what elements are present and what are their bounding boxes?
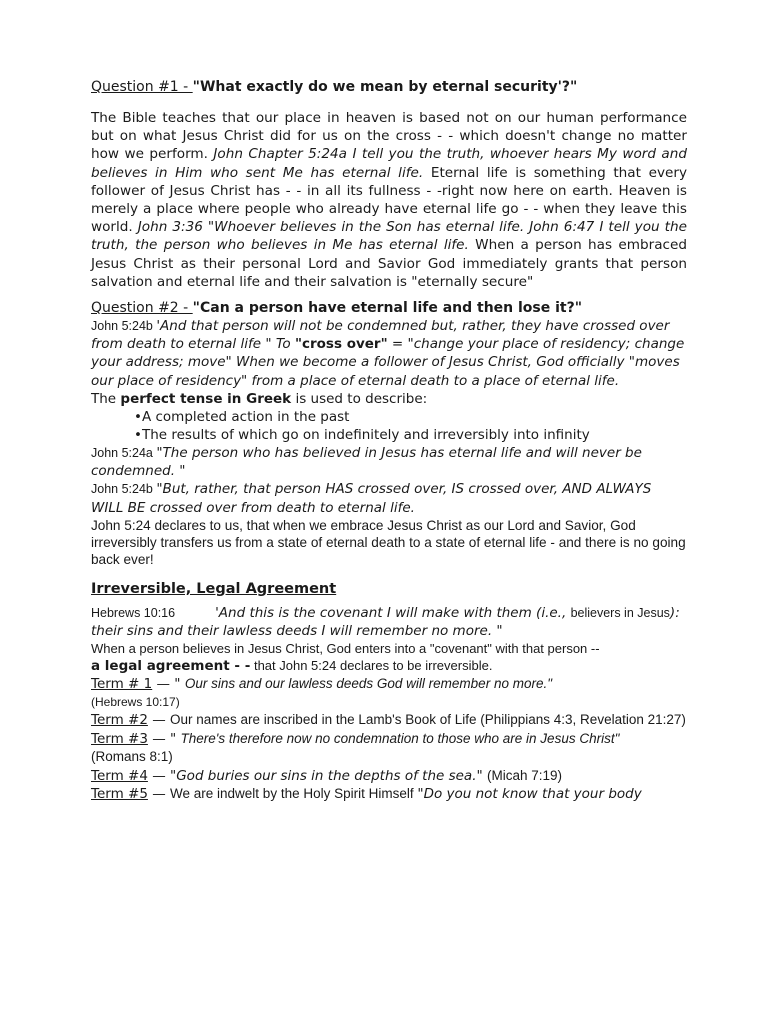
question-2-heading xyxy=(91,299,687,317)
perfect-tense-term: perfect tense in Greek xyxy=(120,390,292,407)
list-item: •The results of which go on indefinitely and irreversibly into infinity xyxy=(134,427,590,444)
term-text: There's therefore now no condemnation to those who are in Jesus Christ" xyxy=(180,730,620,746)
term-label: Term #4 xyxy=(91,767,148,784)
term-label: Term #5 xyxy=(91,786,148,803)
tense-pre: The xyxy=(91,390,121,407)
term-2 xyxy=(91,711,687,730)
term-text: "God buries our sins in the depths of the sea." xyxy=(170,767,483,784)
term-dash: — xyxy=(147,712,171,729)
term-label: Term # 1 xyxy=(91,676,153,693)
term-text: Our names are inscribed in the Lamb's Book of Life (Philippians 4:3, Revelation 21:27) xyxy=(170,712,686,728)
term-text: We are indwelt by the Holy Spirit Himself xyxy=(170,786,418,802)
term-ref: (Micah 7:19) xyxy=(487,767,563,783)
term-label: Term #2 xyxy=(91,712,148,729)
term-5 xyxy=(91,785,687,804)
cross-over-definition: = "change your place of residency; change your address; move" When we become a follower of Jesus Christ, God officially "moves our place of residency" from a place of eternal death to a place of eternal life. xyxy=(91,336,685,389)
tense-post: is used to describe: xyxy=(291,390,428,407)
covenant-text-1: When a person believes in Jesus Christ, God enters into a "covenant" with that person -- xyxy=(91,641,600,657)
scripture-john-5-24a: John Chapter 5:24a I tell you the truth, whoever hears My word and believes in Him who sent Me has eternal life. xyxy=(91,146,687,181)
covenant-paragraph xyxy=(91,640,687,675)
covenant-text-2: that John 5:24 declares to be irreversible. xyxy=(250,658,493,674)
term-label: Term #3 xyxy=(91,730,148,747)
quote-john-5-24a: "The person who has believed in Jesus has eternal life and will never be condemned. " xyxy=(91,445,642,480)
term-4 xyxy=(91,767,687,786)
scripture-john-3-36: John 3:36 "Whoever believes in the Son has eternal life. John 6:47 I tell you the truth, the person who believes in Me has eternal life. xyxy=(91,219,687,254)
cross-over-term: "cross over" xyxy=(294,336,388,353)
john-5-24b-line xyxy=(91,480,687,516)
john-5-24a-line xyxy=(91,444,687,480)
legal-agreement-term: a legal agreement - - xyxy=(91,658,251,675)
ref-john-5-24b: John 5:24b xyxy=(91,319,157,334)
answer-text-2: Eternal life is something that every follower of Jesus Christ has - - in all its fullness - -right now here on earth. Heaven is merely a place where people who already have eternal life go - - when they leave this world. xyxy=(91,164,688,236)
declaration-paragraph: John 5:24 declares to us, that when we embrace Jesus Christ as our Lord and Savior, God irreversibly transfers us from a state of eternal death to a state of eternal life - and there is no going back ever! xyxy=(91,517,686,567)
question-2-label: Question #2 - xyxy=(91,300,193,317)
document-page xyxy=(91,78,687,804)
term-dash: — " xyxy=(152,676,185,693)
quote-hebrews-part-1: 'And this is the covenant I will make with them (i.e., xyxy=(215,604,571,621)
term-ref: "Do you not know that your body xyxy=(417,786,642,803)
believers-in-jesus: believers in Jesus xyxy=(570,605,670,620)
perfect-tense-line xyxy=(91,390,687,408)
question-1-title: "What exactly do we mean by eternal security'?" xyxy=(192,79,578,95)
list-item: •A completed action in the past xyxy=(134,409,350,426)
ref-john-5-24a: John 5:24a xyxy=(91,446,157,461)
question-2-answer xyxy=(91,317,687,390)
answer-text-1: The Bible teaches that our place in heaven is based not on our human performance but on what Jesus Christ did for us on the cross - - which doesn't change no matter how we perform. xyxy=(91,110,687,163)
ref-hebrews-10-16: Hebrews 10:16 xyxy=(91,605,176,620)
quote-john-5-24b-2: "But, rather, that person HAS crossed over, IS crossed over, AND ALWAYS WILL BE crossed over from death to eternal life. xyxy=(91,481,652,516)
question-2-title: "Can a person have eternal life and then lose it?" xyxy=(192,300,583,317)
question-1-label: Question #1 - xyxy=(91,79,193,95)
term-dash: — " xyxy=(147,730,181,747)
term-text: Our sins and our lawless deeds God will remember no more." xyxy=(184,676,553,692)
question-1-answer xyxy=(91,109,687,291)
term-ref: (Hebrews 10:17) xyxy=(91,694,180,709)
section-3-heading: Irreversible, Legal Agreement xyxy=(91,580,337,597)
quote-john-5-24b: 'And that person will not be condemned but, rather, they have crossed over from death to eternal life " To xyxy=(91,318,670,353)
hebrews-10-16-line xyxy=(91,604,687,640)
ref-john-5-24b-2: John 5:24b xyxy=(91,482,157,497)
term-ref: (Romans 8:1) xyxy=(91,749,173,765)
question-1-heading xyxy=(91,78,687,96)
quote-hebrews-part-2: ): their sins and their lawless deeds I will remember no more. " xyxy=(91,604,680,640)
term-dash: — xyxy=(147,786,171,803)
term-1 xyxy=(91,675,687,711)
term-dash: — xyxy=(147,767,171,784)
answer-text-3: When a person has embraced Jesus Christ as their personal Lord and Savior God immediately grants that person salvation and eternal life and their salvation is "eternally secure" xyxy=(91,237,687,290)
term-3 xyxy=(91,730,687,767)
